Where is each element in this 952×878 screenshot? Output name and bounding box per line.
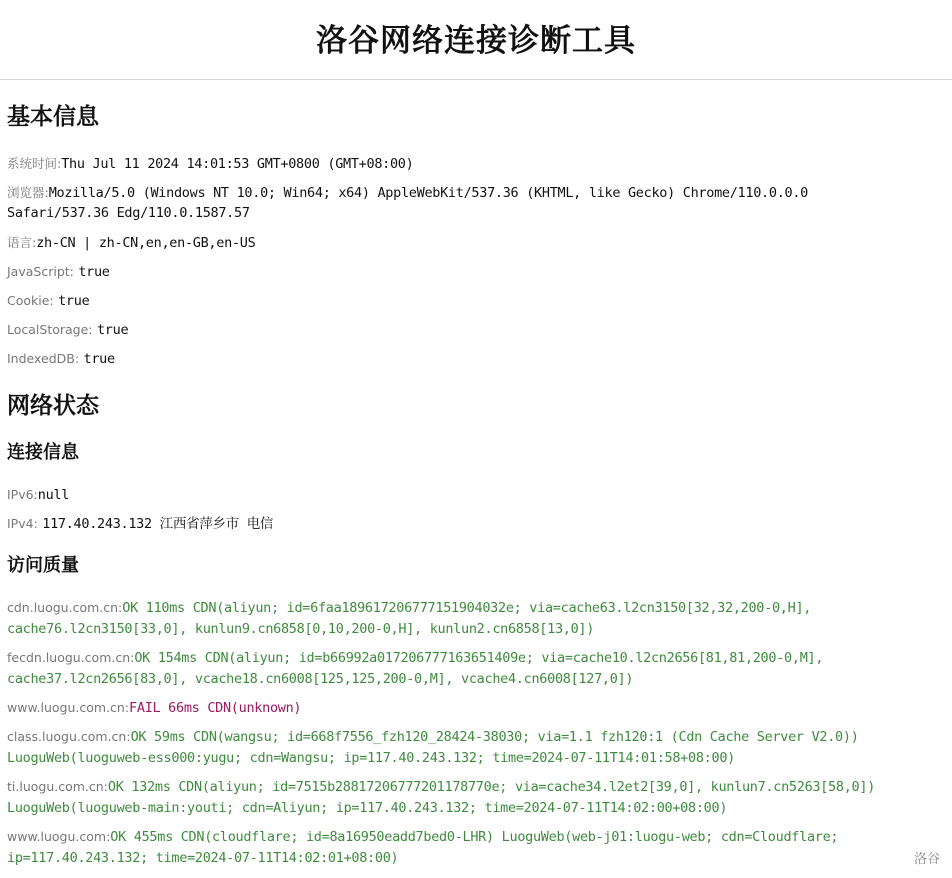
main-content bbox=[0, 80, 952, 877]
quality-result-continued: ip=117.40.243.132; time=2024-07-11T14:02:01+08:00) bbox=[7, 850, 399, 866]
info-browser bbox=[7, 182, 808, 204]
info-cookie bbox=[7, 290, 89, 312]
quality-host-label: ti.luogu.com.cn: bbox=[7, 779, 108, 794]
quality-result: OK 455ms CDN(cloudflare; id=8a16950eadd7bed0-LHR) LuoguWeb(web-j01:luogu-web; cdn=Cloudflare; bbox=[110, 829, 839, 845]
quality-result-continued: cache37.l2cn2656[83,0], vcache18.cn6008[125,125,200-0,M], vcache4.cn6008[127,0]) bbox=[7, 671, 634, 687]
info-value: 117.40.243.132 江西省萍乡市 电信 bbox=[42, 516, 274, 532]
quality-host-label: fecdn.luogu.com.cn: bbox=[7, 650, 135, 665]
quality-entry-cdn bbox=[7, 597, 922, 640]
quality-host-label: www.luogu.com.cn: bbox=[7, 700, 130, 715]
info-value: zh-CN | zh-CN,en,en-GB,en-US bbox=[36, 235, 256, 251]
subsection-title-connection: 连接信息 bbox=[7, 442, 79, 463]
info-label: Cookie: bbox=[7, 293, 54, 308]
info-javascript bbox=[7, 261, 110, 283]
quality-entry-class bbox=[7, 726, 922, 769]
info-value: null bbox=[37, 487, 70, 503]
info-indexeddb bbox=[7, 348, 115, 370]
quality-result-continued: LuoguWeb(luoguweb-ess000:yugu; cdn=Wangsu; ip=117.40.243.132; time=2024-07-11T14:01:58+08:00) bbox=[7, 750, 735, 766]
info-value: Thu Jul 11 2024 14:01:53 GMT+0800 (GMT+08:00) bbox=[61, 156, 414, 172]
quality-result: FAIL 66ms CDN(unknown) bbox=[129, 700, 302, 716]
section-title-network: 网络状态 bbox=[7, 393, 99, 419]
info-label: IndexedDB: bbox=[7, 351, 80, 366]
subsection-title-quality: 访问质量 bbox=[7, 555, 79, 576]
quality-result-continued: cache76.l2cn3150[33,0], kunlun9.cn6858[0,10,200-0,H], kunlun2.cn6858[13,0]) bbox=[7, 621, 595, 637]
quality-entry-ti bbox=[7, 776, 922, 819]
quality-host-label: www.luogu.com: bbox=[7, 829, 111, 844]
info-browser-continued bbox=[7, 203, 250, 224]
quality-entry-www-com bbox=[7, 826, 922, 869]
info-label: 浏览器: bbox=[7, 185, 49, 200]
info-value: true bbox=[83, 351, 115, 367]
quality-result: OK 59ms CDN(wangsu; id=668f7556_fzh120_28424-38030; via=1.1 fzh120:1 (Cdn Cache Server V2.0)) bbox=[130, 729, 859, 745]
info-language bbox=[7, 232, 255, 254]
info-value: Mozilla/5.0 (Windows NT 10.0; Win64; x64) AppleWebKit/537.36 (KHTML, like Gecko) Chrome/110.0.0.0 bbox=[48, 185, 809, 201]
info-label: LocalStorage: bbox=[7, 322, 93, 337]
quality-entry-www-cn bbox=[7, 697, 922, 719]
info-label: 语言: bbox=[7, 235, 37, 250]
info-label: IPv6: bbox=[7, 487, 38, 502]
page-header bbox=[0, 0, 952, 80]
info-ipv4 bbox=[7, 513, 273, 535]
quality-result: OK 154ms CDN(aliyun; id=b66992a017206777163651409e; via=cache10.l2cn2656[81,81,200-0,M], bbox=[134, 650, 824, 666]
quality-host-label: cdn.luogu.com.cn: bbox=[7, 600, 123, 615]
section-title-basic: 基本信息 bbox=[7, 104, 99, 130]
info-value: true bbox=[78, 264, 110, 280]
quality-result: OK 132ms CDN(aliyun; id=7515b28817206777201178770e; via=cache34.l2et2[39,0], kunlun7.cn5263[58,0]) bbox=[107, 779, 876, 795]
info-label: 系统时间: bbox=[7, 156, 62, 171]
page-title: 洛谷网络连接诊断工具 bbox=[316, 23, 636, 59]
footer-brand: 洛谷 bbox=[913, 852, 940, 867]
quality-result: OK 110ms CDN(aliyun; id=6faa189617206777151904032e; via=cache63.l2cn3150[32,32,200-0,H], bbox=[122, 600, 812, 616]
quality-result-continued: LuoguWeb(luoguweb-main:youti; cdn=Aliyun; ip=117.40.243.132; time=2024-07-11T14:02:00+08:00) bbox=[7, 800, 728, 816]
info-label: JavaScript: bbox=[7, 264, 74, 279]
info-value: true bbox=[96, 322, 129, 338]
info-value: Safari/537.36 Edg/110.0.1587.57 bbox=[7, 205, 250, 221]
info-value: true bbox=[58, 293, 90, 309]
quality-host-label: class.luogu.com.cn: bbox=[7, 729, 131, 744]
info-label: IPv4: bbox=[7, 516, 38, 531]
quality-entry-fecdn bbox=[7, 647, 922, 690]
info-system-time bbox=[7, 153, 413, 175]
info-ipv6 bbox=[7, 484, 69, 506]
info-localstorage bbox=[7, 319, 128, 341]
